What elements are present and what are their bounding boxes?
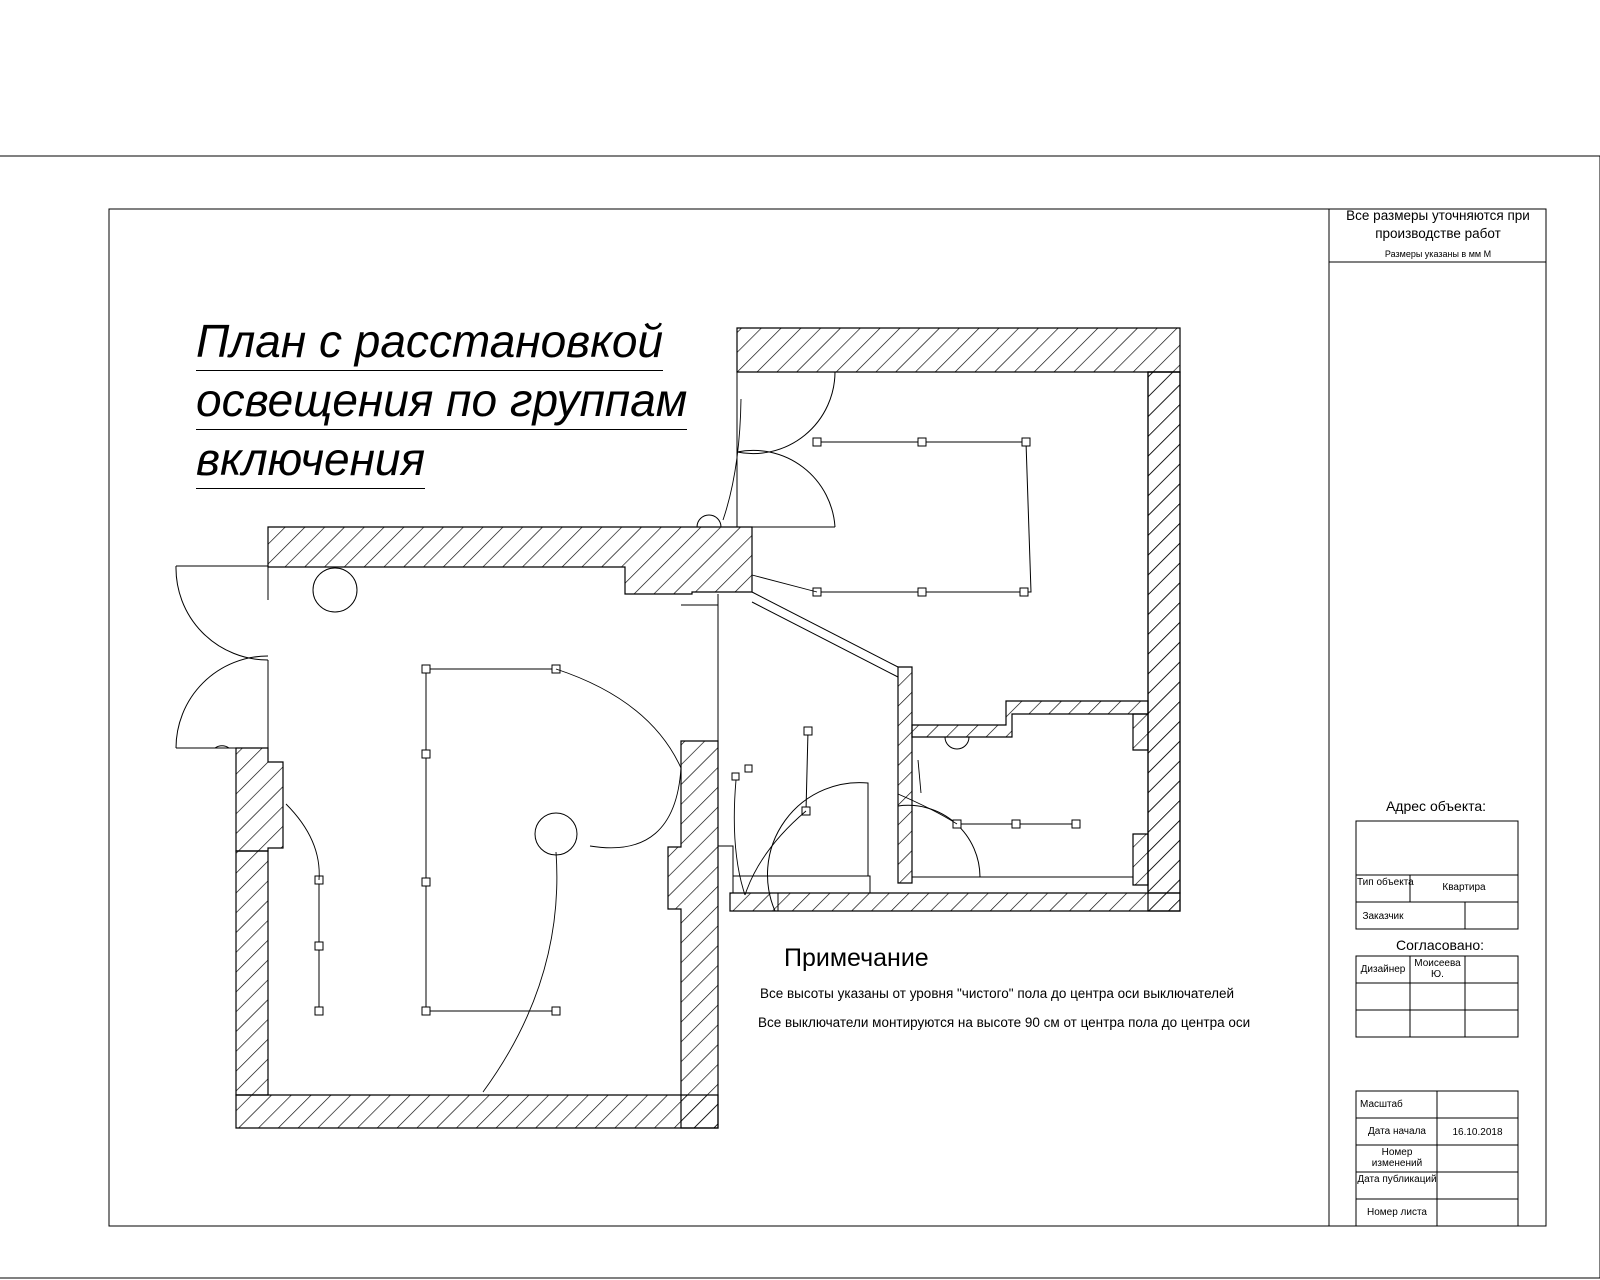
plan-title-line-2: освещения по группам bbox=[196, 371, 687, 430]
revision-label: Номер изменений bbox=[1371, 1147, 1423, 1169]
dims-note-line-1: Все размеры уточняются при bbox=[1346, 208, 1530, 223]
designer-name: Моисеева Ю. bbox=[1414, 958, 1461, 980]
object-type-label: Тип объекта bbox=[1357, 877, 1414, 888]
start-date-label: Дата начала bbox=[1368, 1126, 1426, 1137]
designer-label: Дизайнер bbox=[1360, 964, 1406, 975]
start-date-value: 16.10.2018 bbox=[1452, 1127, 1503, 1138]
note-line-2: Все выключатели монтируются на высоте 90 см от центра пола до центра оси bbox=[758, 1015, 1251, 1030]
customer-label: Заказчик bbox=[1362, 911, 1404, 922]
object-type-value: Квартира bbox=[1442, 882, 1486, 893]
plan-title-line-1: План с расстановкой bbox=[196, 312, 663, 371]
approved-label: Согласовано: bbox=[1395, 937, 1485, 953]
plan-title-line-3: включения bbox=[196, 430, 425, 489]
dims-units: Размеры указаны в мм М bbox=[1384, 249, 1492, 259]
publish-date-label: Дата публикаций bbox=[1357, 1174, 1437, 1185]
sheet-label: Номер листа bbox=[1366, 1207, 1427, 1218]
notes-heading: Примечание bbox=[784, 944, 929, 972]
address-label: Адрес объекта: bbox=[1385, 798, 1487, 814]
dims-note-line-2: производстве работ bbox=[1375, 226, 1501, 241]
note-line-1: Все высоты указаны от уровня "чистого" пола до центра оси выключателей bbox=[760, 986, 1235, 1001]
scale-label: Масштаб bbox=[1360, 1099, 1403, 1110]
